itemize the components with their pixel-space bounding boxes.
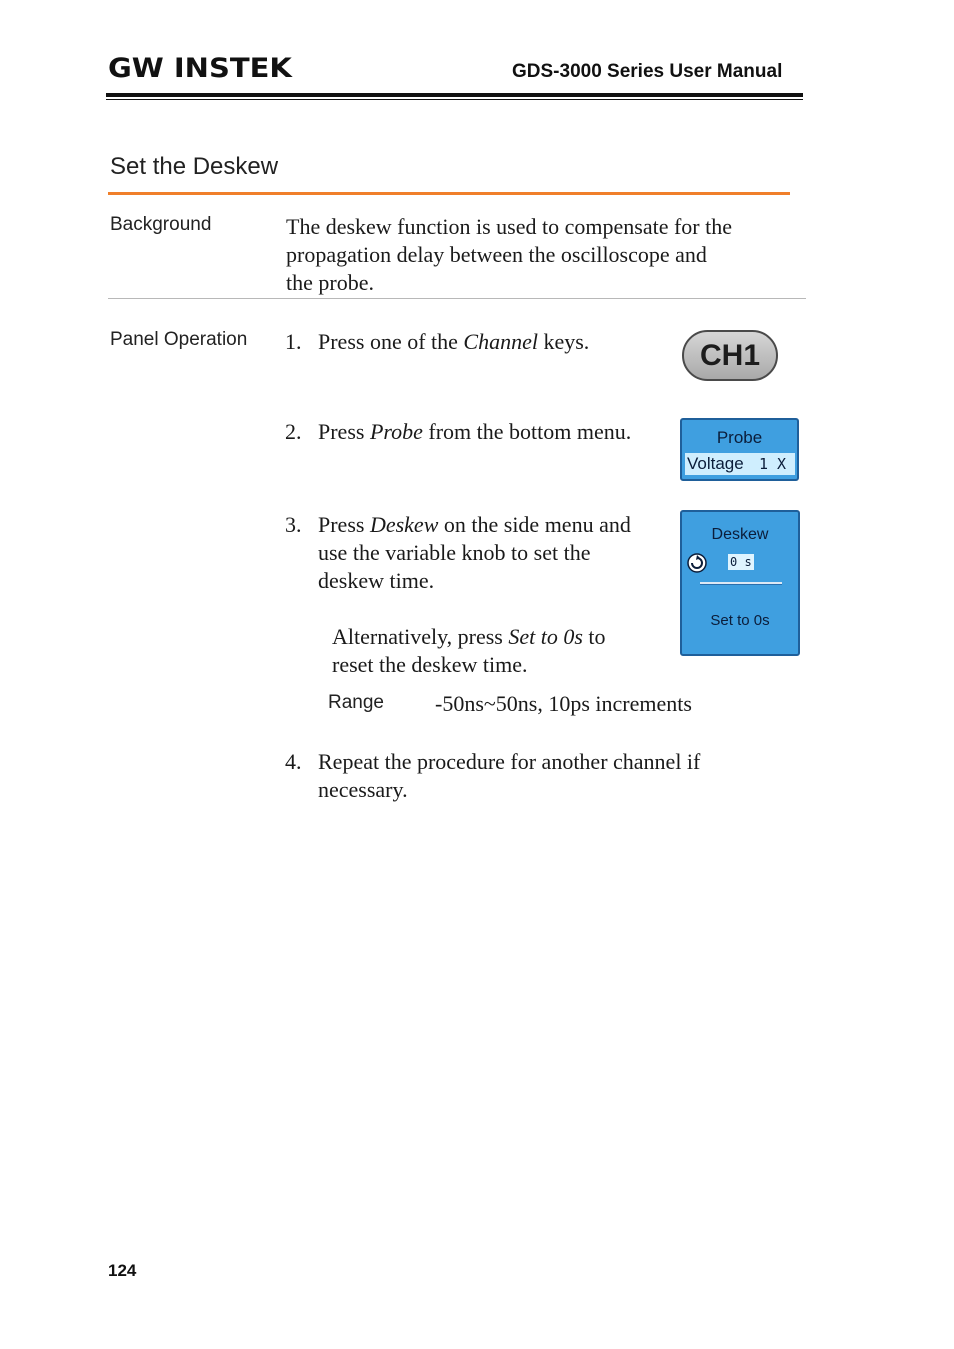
ch1-key-label: CH1 xyxy=(699,338,760,372)
step-emphasis: Channel xyxy=(463,329,538,354)
range-label: Range xyxy=(328,692,384,713)
step-text: Press one of the xyxy=(318,329,464,354)
step-text: from the bottom menu. xyxy=(422,419,632,444)
step-1-text xyxy=(318,328,589,356)
step-text: keys. xyxy=(537,329,590,354)
step-number: 1. xyxy=(285,329,302,354)
variable-knob-icon xyxy=(687,553,707,573)
step-line: Repeat the procedure for another channel if xyxy=(318,749,701,774)
note-text: Alternatively, press xyxy=(332,624,509,649)
background-label: Background xyxy=(110,214,212,235)
step-line xyxy=(318,511,631,539)
probe-voltage-label: Voltage xyxy=(687,454,744,473)
step-line: use the variable knob to set the xyxy=(318,540,591,565)
note-text: to xyxy=(582,624,606,649)
step-number: 4. xyxy=(285,749,302,774)
deskew-menu-title: Deskew xyxy=(711,526,769,543)
page-number: 124 xyxy=(108,1261,137,1280)
probe-menu-button[interactable] xyxy=(680,418,799,481)
step-number: 3. xyxy=(285,512,302,537)
deskew-value-field: 0 s xyxy=(728,554,754,570)
header-rule xyxy=(106,93,803,97)
step-text: Press xyxy=(318,419,370,444)
background-line: The deskew function is used to compensate for the xyxy=(286,214,732,239)
header-rule-thin xyxy=(106,99,803,100)
note-line: reset the deskew time. xyxy=(332,652,528,677)
row-divider xyxy=(108,298,806,299)
step-line: necessary. xyxy=(318,777,408,802)
probe-menu-title: Probe xyxy=(716,428,763,447)
manual-title: GDS-3000 Series User Manual xyxy=(512,61,783,82)
background-line: the probe. xyxy=(286,270,374,295)
step-2-text xyxy=(318,418,631,446)
probe-voltage-value: 1 X xyxy=(759,455,787,473)
step-number: 2. xyxy=(285,419,302,444)
step-4-text xyxy=(318,748,700,804)
background-text xyxy=(286,213,732,297)
ch1-key[interactable] xyxy=(682,330,778,381)
panel-operation-label: Panel Operation xyxy=(110,329,248,350)
range-value: -50ns~50ns, 10ps increments xyxy=(435,691,692,716)
set-to-0s-button[interactable]: Set to 0s xyxy=(710,612,770,629)
brand-logo: GW INSTEK xyxy=(108,52,292,84)
alternative-note xyxy=(332,623,606,679)
step-text: on the side menu and xyxy=(438,512,631,537)
step-emphasis: Deskew xyxy=(369,512,439,537)
step-3-text xyxy=(318,511,631,595)
deskew-menu[interactable] xyxy=(680,510,800,656)
probe-voltage-field xyxy=(685,453,795,475)
step-text: Press xyxy=(318,512,370,537)
section-divider xyxy=(108,192,790,195)
note-line xyxy=(332,623,606,651)
step-emphasis: Probe xyxy=(369,419,423,444)
deskew-divider xyxy=(700,582,782,584)
background-line: propagation delay between the oscilloscope and xyxy=(286,242,707,267)
section-title: Set the Deskew xyxy=(110,153,279,180)
note-emphasis: Set to 0s xyxy=(508,624,583,649)
step-line: deskew time. xyxy=(318,568,435,593)
